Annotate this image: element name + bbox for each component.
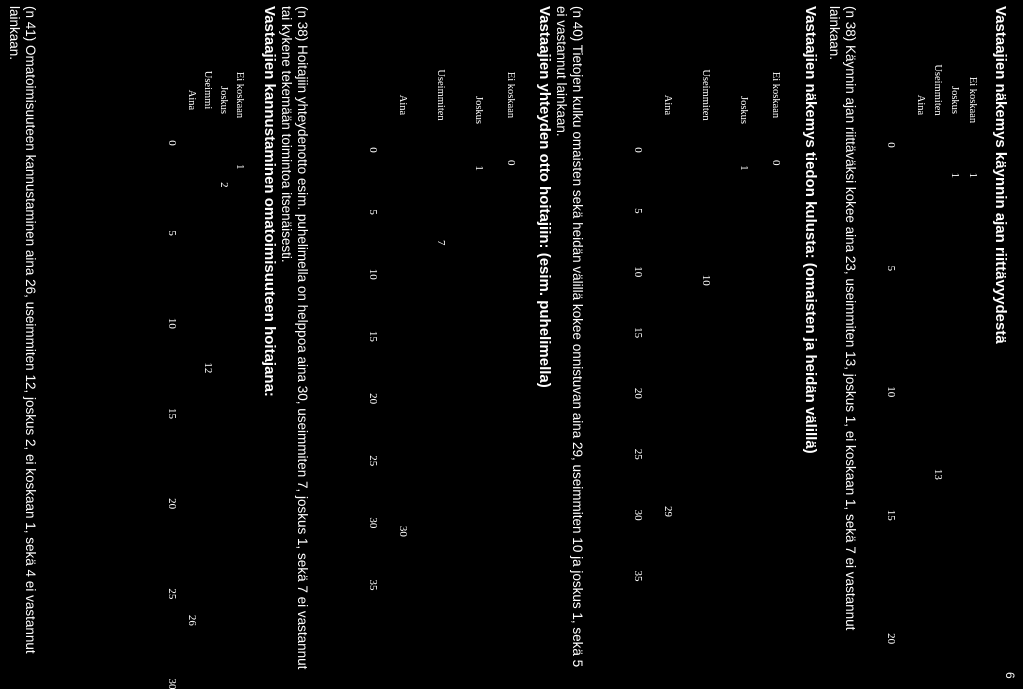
x-tick-label: 35	[367, 579, 379, 591]
paragraph-encouraging-independence: (n 41) Omatoimisuuteen kannustaminen aina 26, useimmiten 12, joskus 2, ei koskaan 1, sekä 4 ei vastannut lainkaan.	[7, 6, 38, 654]
category-label: Ei koskaan	[967, 76, 978, 124]
category-label: Joskus	[738, 95, 749, 125]
bar-value-label: 30	[397, 525, 409, 537]
bar-value-label: 0	[505, 160, 517, 166]
bar-value-label: 12	[202, 362, 214, 374]
bar-value-label: 13	[932, 468, 944, 480]
x-tick-label: 0	[166, 140, 178, 146]
paragraph-contacting-nurses: (n 38) Hoitajiin yhteydenotto esim. puhelimella on helppoa aina 30, useimmiten 7, joskus 1, sekä 7 ei vastannut tai kykene tekemään toimintoa itsenäisesti.	[279, 6, 310, 670]
x-tick-label: 5	[166, 230, 178, 236]
chart-information-flow	[623, 0, 793, 689]
x-tick-label: 10	[632, 266, 644, 278]
x-tick-label: 20	[166, 498, 178, 510]
x-tick-label: 30	[367, 517, 379, 529]
x-tick-label: 5	[885, 265, 897, 272]
x-tick-label: 0	[367, 147, 379, 153]
x-tick-label: 10	[166, 317, 178, 329]
category-label: Useimmiten	[932, 64, 943, 116]
bar-value-label: 2	[218, 182, 230, 188]
x-tick-label: 20	[367, 393, 379, 405]
x-tick-label: 15	[632, 327, 644, 339]
category-label: Aina	[662, 94, 673, 116]
category-label: Joskus	[949, 85, 960, 115]
x-tick-label: 5	[367, 209, 379, 215]
category-label: Ei koskaan	[770, 71, 781, 119]
page-number: 6	[1003, 672, 1017, 679]
category-label: Joskus	[473, 95, 484, 125]
paragraph-visit-time: (n 38) Käynnin ajan riittäväksi kokee aina 23, useimmiten 13, joskus 1, ei koskaan 1, sekä 7 ei vastannut lainkaan.	[827, 6, 858, 631]
bar-value-label: 7	[435, 240, 447, 246]
x-tick-label: 25	[367, 455, 379, 467]
bar-value-label: 1	[738, 165, 750, 171]
bar-value-label: 10	[700, 274, 712, 286]
x-tick-label: 35	[632, 570, 644, 582]
chart-visit-time	[858, 0, 988, 689]
category-label: Aina	[915, 94, 926, 116]
bar-value-label: 29	[662, 505, 674, 517]
heading-visit-time: Vastaajien näkemys käynnin ajan riittävyydestä	[992, 6, 1009, 344]
x-tick-label: 5	[632, 208, 644, 214]
x-tick-label: 20	[632, 387, 644, 399]
heading-information-flow: Vastaajien näkemys tiedon kulusta: (omaisten ja heidän välillä)	[802, 6, 819, 454]
x-tick-label: 10	[885, 386, 897, 398]
bar-value-label: 1	[949, 172, 961, 179]
x-tick-label: 25	[632, 448, 644, 460]
category-label: Aina	[397, 94, 408, 116]
bar-value-label: 1	[967, 172, 979, 179]
x-tick-label: 15	[885, 509, 897, 521]
bar-value-label: 1	[473, 165, 485, 171]
x-tick-label: 15	[166, 408, 178, 419]
category-label: Joskus	[218, 85, 229, 115]
heading-contacting-nurses: Vastaajien yhteyden otto hoitajiin: (esim. puhelimella)	[536, 6, 553, 388]
bar-value-label: 0	[770, 160, 782, 166]
heading-encouraging-independence: Vastaajien kannustaminen omatoimisuuteen hoitajana:	[261, 6, 278, 397]
category-label: Ei koskaan	[234, 71, 245, 119]
category-label: Useimmiten	[435, 69, 446, 121]
x-tick-label: 30	[632, 509, 644, 521]
x-tick-label: 25	[166, 588, 178, 600]
bar-value-label: 1	[234, 164, 246, 170]
x-tick-label: 30	[166, 678, 178, 689]
chart-contacting-nurses	[358, 0, 528, 689]
chart-encouraging-independence	[125, 0, 255, 689]
category-label: Aina	[186, 89, 197, 111]
paragraph-information-flow: (n 40) Tietojen kulku omaisten sekä heidän välillä kokee onnistuvan aina 29, useimmiten 10 ja joskus 1, sekä 5 ei vastannut lainkaan.	[554, 6, 585, 668]
category-label: Useimmi	[202, 70, 213, 110]
x-tick-label: 20	[885, 633, 897, 645]
category-label: Useimmiten	[700, 69, 711, 121]
x-tick-label: 0	[632, 147, 644, 153]
bar-value-label: 26	[186, 614, 198, 626]
x-tick-label: 10	[367, 268, 379, 280]
x-tick-label: 0	[885, 142, 897, 148]
x-tick-label: 15	[367, 330, 379, 342]
category-label: Ei koskaan	[505, 71, 516, 119]
